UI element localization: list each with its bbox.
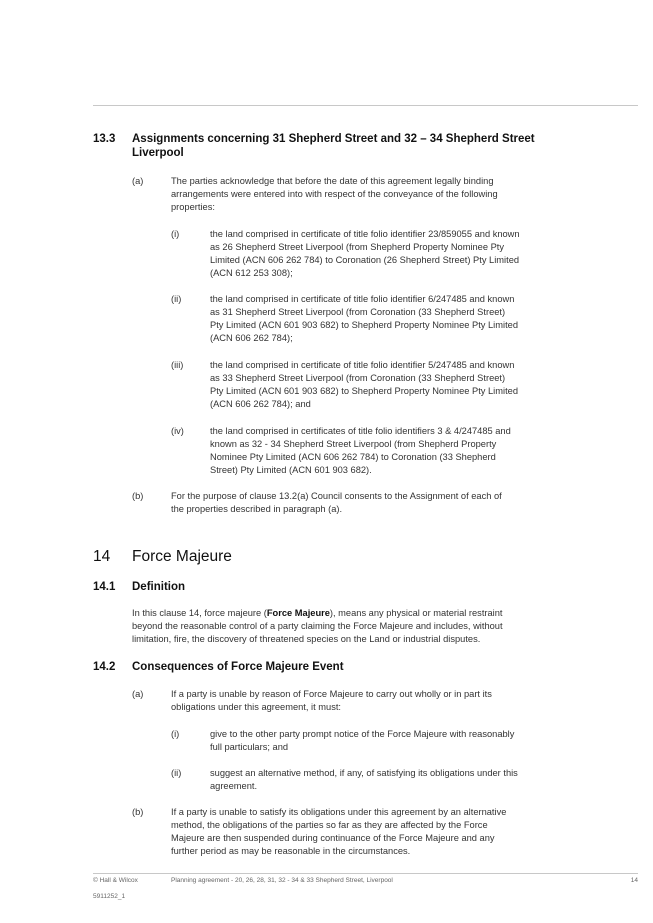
defined-term: Force Majeure bbox=[266, 608, 330, 618]
paragraph-label: (a) bbox=[132, 176, 144, 186]
text-line bbox=[132, 607, 637, 620]
text-line: obligations under this agreement, it must: bbox=[171, 701, 342, 712]
footer-document-ref: 5911252_1 bbox=[93, 893, 126, 900]
paragraph-14-2-b bbox=[171, 806, 631, 858]
section-14-1-number: 14.1 bbox=[93, 581, 116, 593]
text-line: (ACN 606 262 784); and bbox=[210, 398, 311, 409]
paragraph-14-1 bbox=[132, 607, 637, 646]
subparagraph-label: (iv) bbox=[171, 426, 184, 436]
section-14-1-title: Definition bbox=[132, 581, 186, 593]
paragraph-13-3-b bbox=[171, 490, 631, 516]
text-line: the land comprised in certificate of title folio identifier 23/859055 and known bbox=[210, 229, 520, 239]
footer-rule bbox=[93, 873, 638, 874]
text-line: (ACN 606 262 784); bbox=[210, 332, 293, 343]
text-line: Pty Limited (ACN 601 903 682) to Shepherd Property Nominee Pty Limited bbox=[210, 319, 518, 330]
subparagraph-label: (ii) bbox=[171, 294, 182, 304]
paragraph-13-3-a bbox=[171, 175, 631, 214]
subparagraph-14-2-a-i bbox=[210, 728, 635, 754]
footer-document-title: Planning agreement - 20, 26, 28, 31, 32 - 34 & 33 Shepherd Street, Liverpool bbox=[171, 877, 393, 884]
heading-line: Assignments concerning 31 Shepherd Street and 32 – 34 Shepherd Street bbox=[132, 133, 535, 145]
text-line: suggest an alternative method, if any, of satisfying its obligations under this bbox=[210, 768, 518, 778]
paragraph-label: (b) bbox=[132, 807, 144, 817]
text-line: further period as may be reasonable in the circumstances. bbox=[171, 845, 411, 856]
text-line: known as 32 - 34 Shepherd Street Liverpool (from Shepherd Property bbox=[210, 438, 497, 449]
text-run: ), means any physical or material restraint bbox=[329, 608, 503, 618]
text-line: agreement. bbox=[210, 780, 258, 791]
subparagraph-13-3-a-iii bbox=[210, 359, 635, 411]
subparagraph-label: (ii) bbox=[171, 768, 182, 778]
section-14-number: 14 bbox=[93, 548, 111, 565]
text-line: as 33 Shepherd Street Liverpool (from Coronation (33 Shepherd Street) bbox=[210, 372, 506, 383]
section-14-2-number: 14.2 bbox=[93, 661, 116, 673]
text-line: Limited (ACN 606 262 784) to Coronation (26 Shepherd Street) Pty Limited bbox=[210, 254, 520, 265]
text-line: arrangements were entered into with respect of the conveyance of the following bbox=[171, 188, 498, 199]
subparagraph-13-3-a-iv bbox=[210, 425, 635, 477]
text-line: Street) Pty Limited (ACN 601 903 682). bbox=[210, 464, 372, 475]
text-line: as 26 Shepherd Street Liverpool (from Shepherd Property Nominee Pty bbox=[210, 241, 505, 252]
text-line: Pty Limited (ACN 601 903 682) to Shepherd Property Nominee Pty Limited bbox=[210, 385, 518, 396]
section-13-3-heading bbox=[132, 132, 632, 160]
text-run: In this clause 14, force majeure ( bbox=[132, 608, 267, 618]
text-line: For the purpose of clause 13.2(a) Council consents to the Assignment of each of bbox=[171, 491, 502, 501]
subparagraph-13-3-a-i bbox=[210, 228, 635, 280]
text-line: beyond the reasonable control of a party claiming the Force Majeure and includes, without bbox=[132, 620, 503, 631]
text-line: limitation, fire, the discovery of threatened species on the Land or industrial disputes. bbox=[132, 633, 481, 644]
section-14-2-title: Consequences of Force Majeure Event bbox=[132, 661, 344, 673]
section-14-title: Force Majeure bbox=[132, 548, 232, 565]
text-line: the land comprised in certificates of title folio identifiers 3 & 4/247485 and bbox=[210, 426, 511, 436]
subparagraph-label: (iii) bbox=[171, 360, 184, 370]
paragraph-label: (b) bbox=[132, 491, 144, 501]
header-rule bbox=[93, 105, 638, 106]
text-line: method, the obligations of the parties so far as they are affected by the Force bbox=[171, 819, 488, 830]
subparagraph-14-2-a-ii bbox=[210, 767, 635, 793]
text-line: The parties acknowledge that before the date of this agreement legally binding bbox=[171, 176, 494, 186]
paragraph-label: (a) bbox=[132, 689, 144, 699]
text-line: If a party is unable to satisfy its obligations under this agreement by an alternative bbox=[171, 807, 507, 817]
paragraph-14-2-a bbox=[171, 688, 631, 714]
subparagraph-label: (i) bbox=[171, 729, 180, 739]
text-line: the properties described in paragraph (a). bbox=[171, 503, 343, 514]
text-line: properties: bbox=[171, 201, 215, 212]
text-line: full particulars; and bbox=[210, 741, 289, 752]
subparagraph-label: (i) bbox=[171, 229, 180, 239]
text-line: Majeure are then suspended during continuance of the Force Majeure and any bbox=[171, 832, 495, 843]
text-line: (ACN 612 253 308); bbox=[210, 267, 293, 278]
text-line: If a party is unable by reason of Force Majeure to carry out wholly or in part its bbox=[171, 689, 492, 699]
text-line: give to the other party prompt notice of the Force Majeure with reasonably bbox=[210, 729, 515, 739]
text-line: as 31 Shepherd Street Liverpool (from Coronation (33 Shepherd Street) bbox=[210, 306, 506, 317]
heading-line: Liverpool bbox=[132, 147, 184, 159]
footer-firm: © Hall & Wilcox bbox=[93, 877, 138, 884]
footer-page-number: 14 bbox=[630, 877, 638, 884]
text-line: the land comprised in certificate of title folio identifier 6/247485 and known bbox=[210, 294, 515, 304]
subparagraph-13-3-a-ii bbox=[210, 293, 635, 345]
section-13-3-number: 13.3 bbox=[93, 133, 116, 145]
text-line: Nominee Pty Limited (ACN 606 262 784) to Coronation (33 Shepherd bbox=[210, 451, 496, 462]
text-line: the land comprised in certificate of title folio identifier 5/247485 and known bbox=[210, 360, 515, 370]
